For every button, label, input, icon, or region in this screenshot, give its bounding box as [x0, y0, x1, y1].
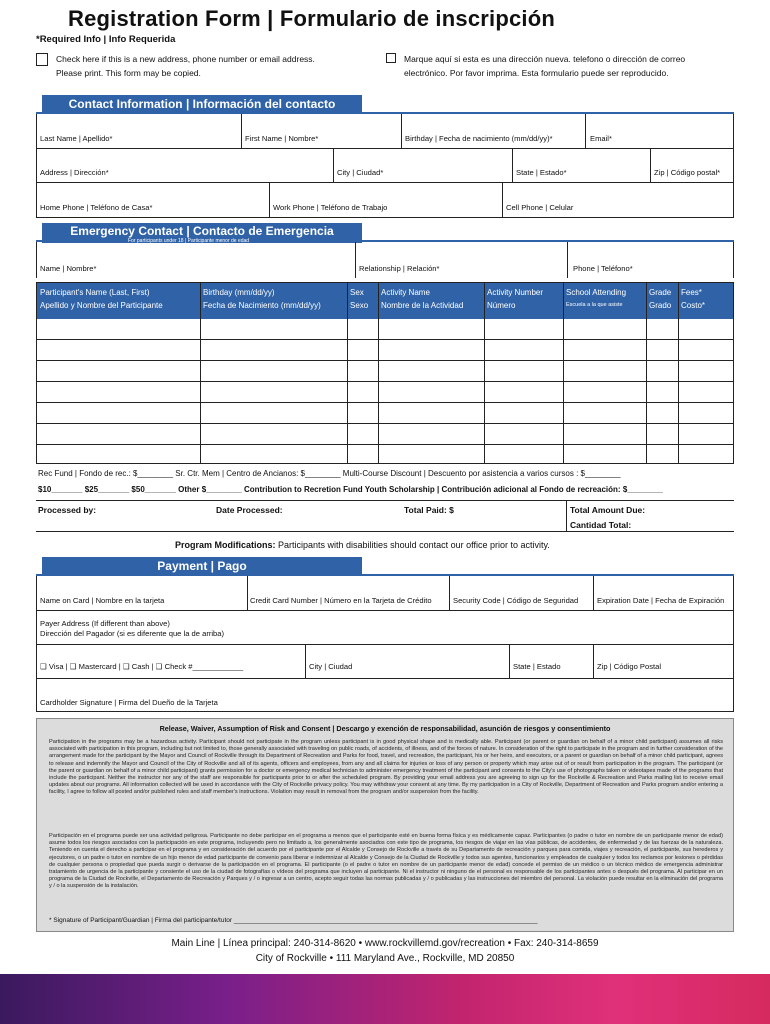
col-grade: Grade Grado — [649, 288, 672, 310]
total-paid-label: Total Paid: $ — [404, 505, 454, 515]
program-modifications-text: Participants with disabilities should contact our office prior to activity. — [275, 540, 550, 550]
zip-label: Zip | Código postal* — [654, 168, 721, 177]
processed-by-label: Processed by: — [38, 505, 97, 515]
waiver-title: Release, Waiver, Assumption of Risk and Consent | Descargo y exención de responsabilidad, asunción de riesgos y consentimiento — [159, 724, 611, 733]
new-address-checkbox-es[interactable] — [386, 53, 396, 63]
cell-phone-label: Cell Phone | Celular — [506, 203, 574, 212]
form-title: Registration Form | Formulario de inscripción — [68, 6, 555, 31]
emergency-phone-label: Phone | Teléfono* — [573, 264, 633, 273]
footer-gradient-band — [0, 974, 770, 1024]
check-es-line2: electrónico. Por favor imprima. Esta formulario puede ser reproducido. — [404, 68, 669, 78]
emergency-bar-sub: For participants under 18 | Participante menor de edad — [128, 238, 250, 244]
birthday-label: Birthday | Fecha de nacimiento (mm/dd/yy)* — [405, 134, 553, 143]
footer-contact-line: Main Line | Línea principal: 240-314-8620 • www.rockvillemd.gov/recreation • Fax: 240-314-8659 — [171, 938, 599, 949]
check-en-line1: Check here if this is a new address, phone number or email address. — [56, 54, 315, 64]
fee-line-2: $10_______ $25_______ $50_______ Other $________ Contribution to Recretion Fund Youth Scholarship | Contribución adicional al Fondo de recreación: $________ — [38, 485, 663, 494]
check-en-line2: Please print. This form may be copied. — [56, 68, 201, 78]
emergency-name-label: Name | Nombre* — [40, 264, 97, 273]
fee-line-1: Rec Fund | Fondo de rec.: $________ Sr. Ctr. Mem | Centro de Ancianos: $________ Multi-Course Discount | Descuento por asistencia a varios cursos : $________ — [38, 469, 621, 478]
payer-state-label: State | Estado — [513, 662, 561, 671]
card-number-label: Credit Card Number | Número en la Tarjeta de Crédito — [250, 596, 432, 605]
home-phone-label: Home Phone | Teléfono de Casa* — [40, 203, 153, 212]
participants-table — [36, 282, 734, 464]
contact-section-bar: Contact Information | Información del contacto — [42, 95, 362, 113]
date-processed-label: Date Processed: — [216, 505, 283, 515]
payment-section-bar: Payment | Pago — [42, 557, 362, 575]
footer-address-line: City of Rockville • 111 Maryland Ave., Rockville, MD 20850 — [255, 953, 515, 964]
name-on-card-label: Name on Card | Nombre en la tarjeta — [40, 596, 165, 605]
last-name-label: Last Name | Apellido* — [40, 134, 113, 143]
address-label: Address | Dirección* — [40, 168, 109, 177]
col-sex: Sex Sexo — [350, 288, 369, 310]
waiver-text-en: Participation in the programs may be a hazardous activity. Participant should not participate in the program unless participant is in good physical shape and is medically able. Participant (or parent or guardian on behalf of a minor child participant) assumes all risks associated with participation in this program, including but not limited to, those generally associated with traveling on public roads, of accidents, of illness, and of the forces of nature. In consideration of the right to participate in the program and in further consideration of the arrangement made for the participant by the Mayor and Council of Rockville through its Department of Recreation and Parks for food, travel, and recreation, the participant, his or her heirs, and executors, or a parent or guardian on behalf of a minor child participant, agrees to release and indemnify the Mayor and Council of the City of Rockville and all of its agents, officers and employees, from any and all claims for injuries or loss of any person or property which may arise out of or result from participation in the program. The participant (or the parent or guardian on behalf of a minor child participant) grants permission for a doctor or emergency medical technician to administer emergency treatment of the participant and consents to the City's use of photographs taken or videotapes made of the programs that include the participant. Neither the instructor nor any of the staff are responsible for participants prior to or after the scheduled program. By providing your email address you are agreeing to sign up for the Rockville & Recreation and Parks mailing list to receive email updates about our programs. All information collected will be used in accordance with the City of Rockville privacy policy. You may withdraw your consent at any time. By my participation in a City of Rockville, Department of Recreation and Parks program and/or entering a facility, I agree to follow all posted and/or published rules and staff member's instructions. Violation may result in removal from the program and/or suspension from the facility. — [49, 739, 723, 796]
program-modifications — [175, 540, 550, 550]
col-activity-name: Activity Name Nombre de la Actividad — [381, 288, 464, 310]
col-birthday: Birthday (mm/dd/yy) Fecha de Nacimiento (mm/dd/yy) — [203, 288, 321, 310]
payer-zip-label: Zip | Código Postal — [597, 662, 662, 671]
work-phone-label: Work Phone | Teléfono de Trabajo — [273, 203, 388, 212]
required-note: *Required Info | Info Requerida — [36, 34, 176, 45]
payer-address-label-en: Payer Address (If different than above) — [40, 619, 170, 628]
relationship-label: Relationship | Relación* — [359, 264, 440, 273]
emergency-grid — [36, 242, 734, 278]
col-participant-name: Participant's Name (Last, First) Apellido y Nombre del Participante — [40, 288, 163, 310]
new-address-checkbox-en[interactable] — [36, 53, 48, 66]
participant-signature-line[interactable]: * Signature of Participant/Guardian | Firma del participante/tutor ____________________________________________________________________________________ — [49, 917, 538, 924]
waiver-box — [36, 718, 734, 932]
cardholder-signature-label: Cardholder Signature | Firma del Dueño de la Tarjeta — [40, 698, 218, 707]
col-school: School Attending Escuela a la que asiste — [566, 288, 627, 308]
contact-grid — [36, 114, 734, 218]
payer-address-label-es: Dirección del Pagador (si es diferente que la de arriba) — [40, 629, 225, 638]
payer-city-label: City | Ciudad — [309, 662, 353, 671]
cantidad-total-label: Cantidad Total: — [570, 520, 632, 530]
expiration-label: Expiration Date | Fecha de Expiración — [597, 596, 725, 605]
emergency-bar-title: Emergency Contact | Contacto de Emergencia — [70, 224, 334, 238]
email-label: Email* — [590, 134, 612, 143]
state-label: State | Estado* — [516, 168, 567, 177]
waiver-text-es: Participación en el programa puede ser una actividad peligrosa. Participante no debe participar en el programa a menos que el participante esté en buena forma física y es médicamente capaz. Participantes (o padre o tutor en nombre de un participante menor de edad) asume todos los riesgos asociados con la participación en este programa, incluyendo pero no limitado a, los generalmente asociados con este tipo de programa, los riesgos de viajar en las vías públicas, de accidentes, de enfermedad y de las fuerzas de la naturaleza. Teniendo en cuenta el derecho a participar en el programa y en consideración del acuerdo por el participante por el Alcalde y Consejo de Rockville a través de su Departamento de recreación y parques para comida, viajes y recreación, el participante, sus herederos y ejecutores, o un padre o tutor en nombre de un hijo menor de edad participante de convenio para liberar e indemnizar al Alcalde y Consejo de la Ciudad de Rockville y todos sus agentes, funcionarios y empleados de cualquier y todos los reclamos por lesiones o pérdidas de cualquier persona o propiedad que pueda surgir o derivarse de la participación en el programa. El participante (o el padre o tutor en nombre de un participante menor de edad) concede el permiso de un médico o un técnico médico de emergencia administrar tratamiento de urgencia de la participante y consiente el uso de la ciudad de fotografías o vídeos del programa que incluyen al participante. Ni el instructor ni ninguno de el personal es responsable de los participantes antes o después del programa. Al participar en un programa de la Ciudad de Rockville, el Departamento de Recreación y Parques y / o ingresar a un centro, acepto seguir todas las normas publicadas y / o publicadas y las instrucciones del miembro del personal. La violación puede resultar en la eliminación del programa y / o la suspensión de la instalación. — [49, 833, 723, 890]
payment-method-options[interactable]: ❑ Visa | ❑ Mastercard | ❑ Cash | ❑ Check #____________ — [40, 662, 244, 671]
col-fees: Fees* Costo* — [681, 288, 706, 310]
first-name-label: First Name | Nombre* — [245, 134, 319, 143]
payment-grid — [36, 576, 734, 712]
security-code-label: Security Code | Código de Seguridad — [453, 596, 579, 605]
processing-row — [36, 500, 734, 532]
city-label: City | Ciudad* — [337, 168, 384, 177]
total-due-label: Total Amount Due: — [570, 505, 646, 515]
col-activity-number: Activity Number Número — [487, 288, 544, 310]
check-es-line1: Marque aquí si esta es una dirección nueva. telefono o dirección de correo — [404, 54, 686, 64]
program-modifications-label: Program Modifications: — [175, 540, 276, 550]
